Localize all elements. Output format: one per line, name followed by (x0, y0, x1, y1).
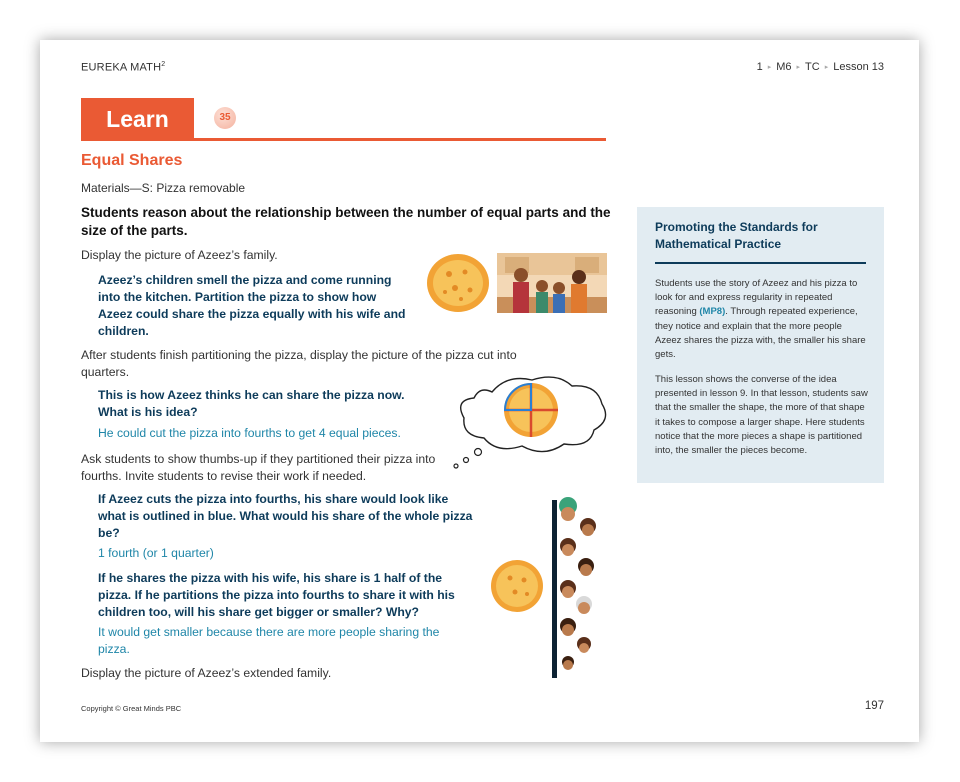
instruction-1: Display the picture of Azeez’s family. (81, 248, 278, 262)
crumb-module: M6 (776, 61, 792, 73)
pizza-image (425, 252, 491, 314)
sidebar-paragraph-1: Students use the story of Azeez and his pizza to look for and express regularity in repeated reasoning (MP8). Through repeated experience, they notice and explain that the more people Azeez shares the pizza with, the smaller his share gets. (655, 278, 866, 361)
page-number: 197 (864, 700, 884, 712)
small-pizza-image (489, 558, 545, 614)
chevron-right-icon: ▸ (824, 64, 829, 71)
instruction-3: Ask students to show thumbs-up if they partitioned their pizza into fourths. Invite students to revise their work if needed. (81, 452, 436, 483)
instruction-2: After students finish partitioning the pizza, display the picture of the pizza cut into quarters. (81, 348, 517, 379)
student-answer-3: 1 fourth (or 1 quarter) (98, 546, 214, 560)
instruction-4: Display the picture of Azeez’s extended family. (81, 666, 332, 680)
chevron-right-icon: ▸ (796, 64, 801, 71)
brand: EUREKA MATH$^2$ (81, 61, 166, 74)
thought-bubble-pizza-fourths (452, 372, 612, 472)
topic-title: Equal Shares (81, 152, 183, 169)
teacher-say-3: If Azeez cuts the pizza into fourths, his share would look like what is outlined in blue. What would his share of the whole pizza be? (98, 492, 473, 540)
sidebar-title: Promoting the Standards for Mathematical Practice (655, 220, 818, 251)
section-label: Learn (81, 98, 194, 138)
standards-sidebar (637, 207, 884, 483)
mp8-reference: (MP8) (699, 306, 726, 318)
lesson-page (40, 40, 919, 742)
crumb-grade: 1 (756, 61, 763, 73)
chevron-right-icon: ▸ (767, 64, 772, 71)
materials: Materials—S: Pizza removable (81, 181, 246, 195)
teacher-say-1: Azeez’s children smell the pizza and come running into the kitchen. Partition the pizza to show how Azeez could share the pizza equally with his wife and children. (98, 273, 406, 338)
student-answer-2: He could cut the pizza into fourths to get 4 equal pieces. (98, 426, 401, 440)
student-answer-4: It would get smaller because there are more people sharing the pizza. (98, 625, 440, 656)
teacher-say-4: If he shares the pizza with his wife, his share is 1 half of the pizza. If he partitions the pizza into fourths to share it with his children too, will his share get bigger or smaller? Why? (98, 571, 455, 619)
sidebar-paragraph-2: This lesson shows the converse of the idea presented in lesson 9. In that lesson, students saw that the smaller the shape, the more of that shape it takes to compose a larger shape. Here students notice that the more pieces a shape is partitioned into, the smaller the pieces become. (655, 374, 868, 457)
section-bar (81, 98, 606, 141)
teacher-say-2: This is how Azeez thinks he can share the pizza now. What is his idea? (98, 388, 405, 419)
lesson-focus: Students reason about the relationship between the number of equal parts and the size of the parts. (81, 205, 611, 238)
minutes-badge: 35 (214, 107, 236, 129)
crumb-topic: TC (805, 61, 820, 73)
extended-family-image (546, 490, 612, 680)
family-kitchen-image (497, 253, 607, 313)
breadcrumb (757, 61, 884, 73)
copyright: Copyright © Great Minds PBC (81, 704, 182, 713)
crumb-lesson: Lesson 13 (833, 61, 884, 73)
sidebar-divider (655, 262, 866, 264)
